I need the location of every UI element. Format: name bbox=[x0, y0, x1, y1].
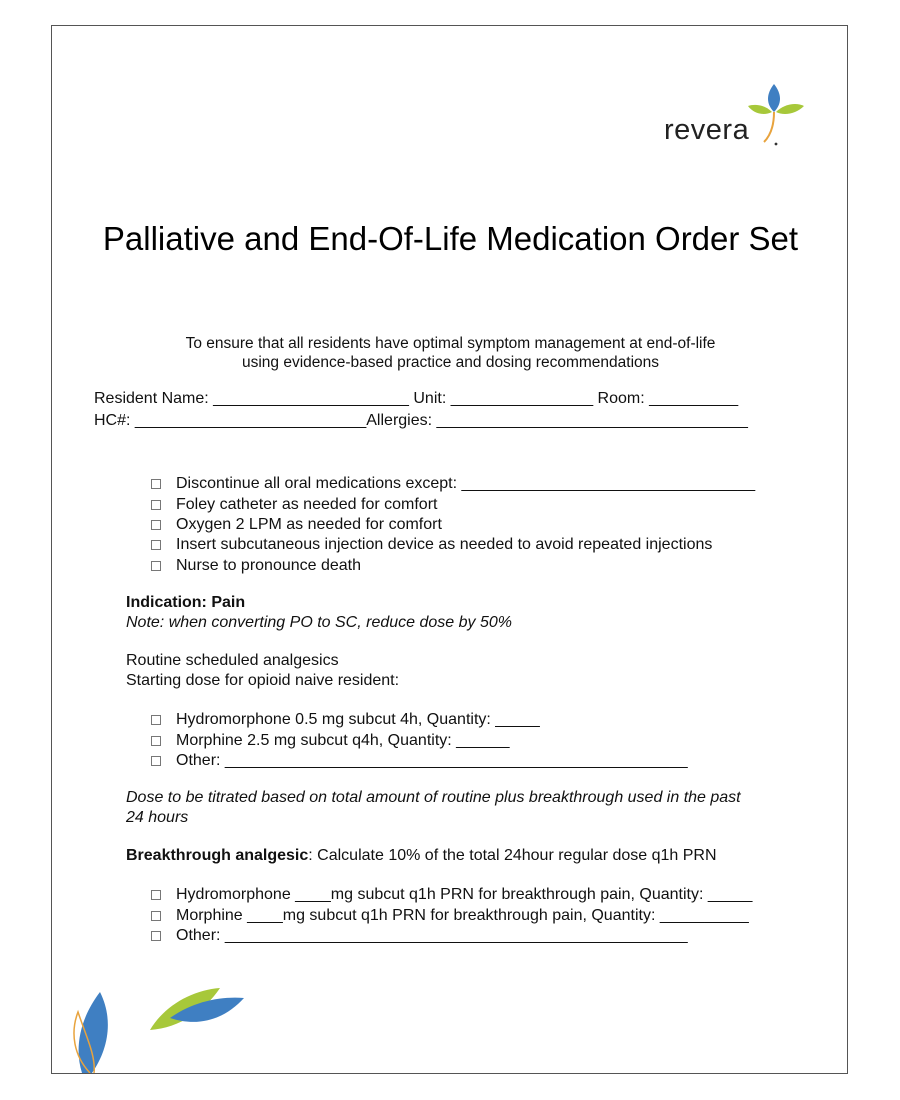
checkbox[interactable] bbox=[151, 931, 161, 941]
checkbox[interactable] bbox=[151, 540, 161, 550]
logo-text: revera bbox=[664, 114, 750, 146]
routine-item[interactable]: Hydromorphone 0.5 mg subcut 4h, Quantity: _____ bbox=[151, 710, 688, 730]
breakthrough-line bbox=[126, 847, 717, 865]
pain-heading: Indication: Pain bbox=[126, 594, 246, 611]
routine-label: Routine scheduled analgesics bbox=[126, 652, 339, 669]
breakthrough-item[interactable]: Hydromorphone ____mg subcut q1h PRN for breakthrough pain, Quantity: _____ bbox=[151, 885, 752, 905]
breakthrough-item[interactable]: Morphine ____mg subcut q1h PRN for breakthrough pain, Quantity: __________ bbox=[151, 905, 752, 925]
checkbox[interactable] bbox=[151, 715, 161, 725]
routine-analgesics-list bbox=[151, 710, 688, 771]
checkbox[interactable] bbox=[151, 561, 161, 571]
order-item[interactable]: Foley catheter as needed for comfort bbox=[151, 494, 755, 514]
checkbox[interactable] bbox=[151, 911, 161, 921]
order-item[interactable]: Discontinue all oral medications except: _________________________________ bbox=[151, 474, 755, 494]
checkbox[interactable] bbox=[151, 479, 161, 489]
titration-note-line-1: Dose to be titrated based on total amount of routine plus breakthrough used in the past bbox=[126, 789, 741, 806]
resident-fields-row-2[interactable]: HC#: __________________________Allergies: ___________________________________ bbox=[94, 412, 748, 429]
breakthrough-text: : Calculate 10% of the total 24hour regular dose q1h PRN bbox=[308, 847, 717, 864]
resident-fields-row-1[interactable]: Resident Name: ______________________ Unit: ________________ Room: __________ bbox=[94, 390, 739, 407]
titration-note-line-2: 24 hours bbox=[126, 809, 189, 826]
leaf-logo-icon bbox=[724, 82, 804, 152]
order-item[interactable]: Insert subcutaneous injection device as needed to avoid repeated injections bbox=[151, 535, 755, 555]
subtitle-line-2: using evidence-based practice and dosing recommendations bbox=[241, 354, 660, 371]
form-page bbox=[51, 25, 848, 1074]
breakthrough-label: Breakthrough analgesic bbox=[126, 847, 309, 864]
checkbox[interactable] bbox=[151, 520, 161, 530]
checkbox[interactable] bbox=[151, 500, 161, 510]
order-item[interactable]: Oxygen 2 LPM as needed for comfort bbox=[151, 515, 755, 535]
starting-dose-label: Starting dose for opioid naive resident: bbox=[126, 672, 400, 689]
conversion-note: Note: when converting PO to SC, reduce dose by 50% bbox=[126, 614, 512, 631]
subtitle bbox=[92, 334, 809, 372]
routine-item[interactable]: Morphine 2.5 mg subcut q4h, Quantity: ______ bbox=[151, 730, 688, 750]
decorative-leaves-icon bbox=[52, 978, 252, 1073]
general-orders-list bbox=[151, 474, 755, 576]
order-item[interactable]: Nurse to pronounce death bbox=[151, 556, 755, 576]
checkbox[interactable] bbox=[151, 756, 161, 766]
page-title: Palliative and End-Of-Life Medication Order Set bbox=[102, 220, 799, 257]
checkbox[interactable] bbox=[151, 736, 161, 746]
breakthrough-item[interactable]: Other: ____________________________________________________ bbox=[151, 926, 752, 946]
checkbox[interactable] bbox=[151, 890, 161, 900]
routine-item[interactable]: Other: ____________________________________________________ bbox=[151, 751, 688, 771]
subtitle-line-1: To ensure that all residents have optimal symptom management at end-of-life bbox=[185, 335, 716, 352]
revera-logo bbox=[664, 82, 814, 152]
breakthrough-analgesics-list bbox=[151, 885, 752, 946]
